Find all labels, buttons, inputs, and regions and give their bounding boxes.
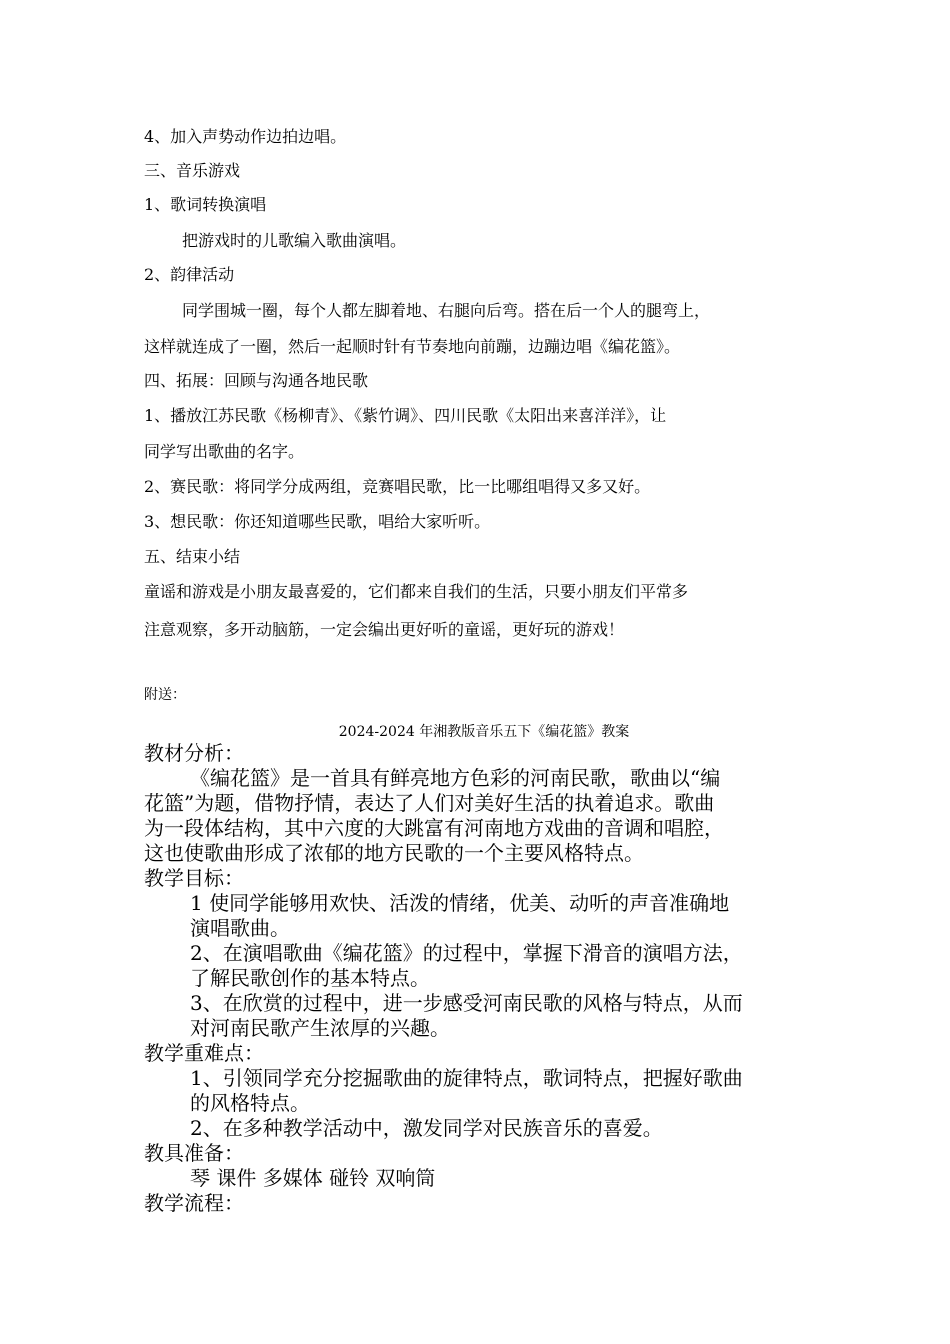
text-line: 演唱歌曲。 bbox=[190, 916, 290, 940]
appendix-label: 附送： bbox=[144, 687, 186, 703]
section-heading: 五、结束小结 bbox=[144, 547, 241, 566]
text-line: 了解民歌创作的基本特点。 bbox=[190, 966, 430, 990]
text-line: 这样就连成了一圈，然后一起顺时针有节奏地向前蹦，边蹦边唱《编花篮》。 bbox=[144, 337, 681, 356]
text-line: 2、在多种教学活动中，激发同学对民族音乐的喜爱。 bbox=[190, 1116, 663, 1140]
text-line: 注意观察，多开动脑筋，一定会编出更好听的童谣，更好玩的游戏！ bbox=[144, 620, 625, 639]
text-line: 3、在欣赏的过程中，进一步感受河南民歌的风格与特点，从而 bbox=[190, 991, 743, 1015]
section-heading: 三、音乐游戏 bbox=[144, 161, 241, 180]
text-line: 2、在演唱歌曲《编花篮》的过程中，掌握下滑音的演唱方法， bbox=[190, 941, 743, 965]
document-title: 2024-2024 年湘教版音乐五下《编花篮》教案 bbox=[338, 724, 630, 740]
section-heading: 四、拓展：回顾与沟通各地民歌 bbox=[144, 371, 369, 390]
text-line: 1 使同学能够用欢快、活泼的情绪，优美、动听的声音准确地 bbox=[190, 891, 730, 915]
text-line: 4、加入声势动作边拍边唱。 bbox=[144, 127, 347, 146]
text-line: 为一段体结构，其中六度的大跳富有河南地方戏曲的音调和唱腔， bbox=[144, 816, 724, 840]
text-line: 3、想民歌：你还知道哪些民歌，唱给大家听听。 bbox=[144, 512, 491, 531]
text-line: 对河南民歌产生浓厚的兴趣。 bbox=[190, 1016, 450, 1040]
text-line: 1、播放江苏民歌《杨柳青》、《紫竹调》、四川民歌《太阳出来喜洋洋》，让 bbox=[144, 406, 667, 425]
text-line: 把游戏时的儿歌编入歌曲演唱。 bbox=[182, 231, 407, 250]
subsection-heading: 2、韵律活动 bbox=[144, 265, 235, 284]
text-line: 2、赛民歌：将同学分成两组，竞赛唱民歌，比一比哪组唱得又多又好。 bbox=[144, 477, 651, 496]
heading-teaching-goals: 教学目标： bbox=[144, 866, 244, 890]
heading-key-points: 教学重难点： bbox=[144, 1041, 264, 1065]
text-line: 同学围城一圈，每个人都左脚着地、右腿向后弯。搭在后一个人的腿弯上， bbox=[182, 301, 711, 320]
heading-teaching-tools: 教具准备： bbox=[144, 1141, 244, 1165]
text-line: 童谣和游戏是小朋友最喜爱的，它们都来自我们的生活，只要小朋友们平常多 bbox=[144, 582, 689, 601]
text-line: 同学写出歌曲的名字。 bbox=[144, 442, 305, 461]
text-line: 《编花篮》是一首具有鲜亮地方色彩的河南民歌，歌曲以“编 bbox=[190, 766, 721, 790]
text-line: 这也使歌曲形成了浓郁的地方民歌的一个主要风格特点。 bbox=[144, 841, 644, 865]
heading-material-analysis: 教材分析： bbox=[144, 741, 244, 765]
subsection-heading: 1、歌词转换演唱 bbox=[144, 195, 267, 214]
text-line: 花篮”为题，借物抒情，表达了人们对美好生活的执着追求。歌曲 bbox=[144, 791, 715, 815]
text-line: 1、引领同学充分挖掘歌曲的旋律特点，歌词特点，把握好歌曲 bbox=[190, 1066, 743, 1090]
text-line: 的风格特点。 bbox=[190, 1091, 310, 1115]
text-line: 琴 课件 多媒体 碰铃 双响筒 bbox=[190, 1166, 436, 1190]
heading-teaching-process: 教学流程： bbox=[144, 1191, 244, 1215]
